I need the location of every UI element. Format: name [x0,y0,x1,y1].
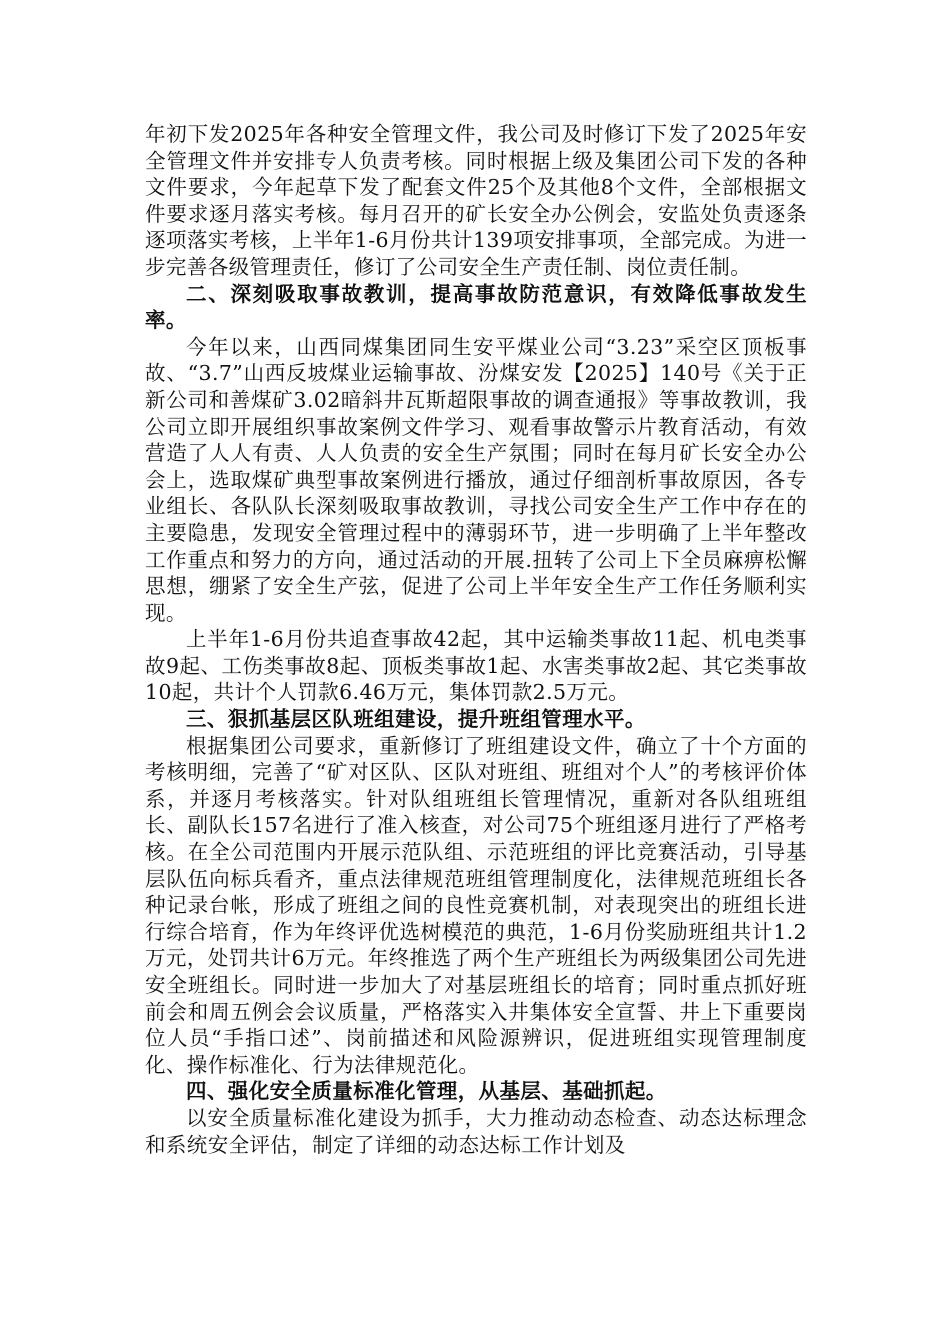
document-page [145,121,807,1158]
paragraph-team-building: 根据集团公司要求，重新修订了班组建设文件，确立了十个方面的考核明细，完善了“矿对区队、区队对班组、班组对个人”的考核评价体系，并逐月考核落实。针对队组班组长管理情况，重新对各队组班组长、副队长157名进行了准入核查，对公司75个班组逐月进行了严格考核。在全公司范围内开展示范队组、示范班组的评比竞赛活动，引导基层队伍向标兵看齐，重点法律规范班组管理制度化，法律规范班组长各种记录台帐，形成了班组之间的良性竞赛机制，对表现突出的班组长进行综合培育，作为年终评优选树模范的典范，1-6月份奖励班组共计1.2万元，处罚共计6万元。年终推选了两个生产班组长为两级集团公司先进安全班组长。同时进一步加大了对基层班组长的培育；同时重点抓好班前会和周五例会会议质量，严格落实入井集体安全宣誓、井上下重要岗位人员“手指口述”、岗前描述和风险源辨识，促进班组实现管理制度化、操作标准化、行为法律规范化。 [145,733,807,1077]
paragraph-accident-lessons: 今年以来，山西同煤集团同生安平煤业公司“3.23”采空区顶板事故、“3.7”山西反坡煤业运输事故、汾煤安发【2025】140号《关于正新公司和善煤矿3.02暗斜井瓦斯超限事故的调查通报》等事故教训，我公司立即开展组织事故案例文件学习、观看事故警示片教育活动，有效营造了人人有责、人人负责的安全生产氛围；同时在每月矿长安全办公会上，选取煤矿典型事故案例进行播放，通过仔细剖析事故原因，各专业组长、各队队长深刻吸取事故教训，寻找公司安全生产工作中存在的主要隐患，发现安全管理过程中的薄弱环节，进一步明确了上半年整改工作重点和努力的方向，通过活动的开展.扭转了公司上下全员麻痹松懈思想，绷紧了安全生产弦，促进了公司上半年安全生产工作任务顺利实现。 [145,334,807,625]
paragraph-intro: 年初下发2025年各种安全管理文件，我公司及时修订下发了2025年安全管理文件并安排专人负责考核。同时根据上级及集团公司下发的各种文件要求，今年起草下发了配套文件25个及其他8个文件，全部根据文件要求逐月落实考核。每月召开的矿长安全办公例会，安监处负责逐条逐项落实考核，上半年1-6月份共计139项安排事项，全部完成。为进一步完善各级管理责任，修订了公司安全生产责任制、岗位责任制。 [145,122,807,279]
section-heading-4: 四、强化安全质量标准化管理，从基层、基础抓起。 [186,1079,667,1104]
section-heading-2: 二、深刻吸取事故教训，提高事故防范意识，有效降低事故发生率。 [145,281,807,333]
section-heading-3: 三、狠抓基层区队班组建设，提升班组管理水平。 [186,707,646,732]
paragraph-accident-stats: 上半年1-6月份共追查事故42起，其中运输类事故11起、机电类事故9起、工伤类事故8起、顶板类事故1起、水害类事故2起、其它类事故10起，共计个人罚款6.46万元，集体罚款2.5万元。 [145,627,807,705]
paragraph-standardization: 以安全质量标准化建设为抓手，大力推动动态检查、动态达标理念和系统安全评估，制定了详细的动态达标工作计划及 [145,1105,807,1157]
